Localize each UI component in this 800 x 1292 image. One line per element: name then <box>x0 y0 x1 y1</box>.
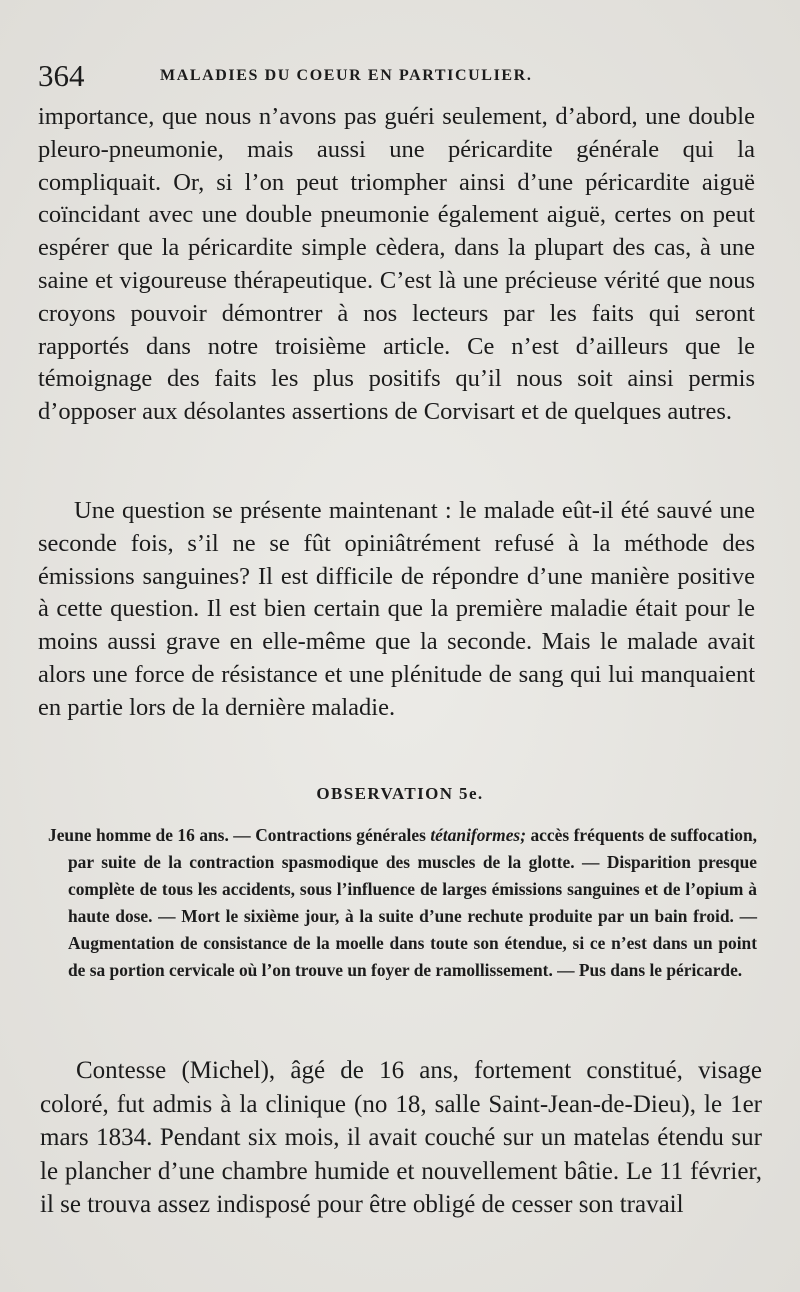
observation-title: OBSERVATION 5e. <box>316 784 484 803</box>
summary-italic-term: tétaniformes; <box>430 825 526 845</box>
running-head: MALADIES DU COEUR EN PARTICULIER. <box>160 67 533 84</box>
page-number: 364 <box>38 58 85 93</box>
paragraph-question: Une question se présente maintenant : le malade eût-il été sauvé une seconde fois, s’il ne se fût opiniâtrément refusé à la méthode des émissions sanguines? Il est difficile de répondre d’une manière positive à cette question. Il est bien certain que la première maladie était pour le moins aussi grave en elle-même que la seconde. Mais le malade avait alors une force de résistance et une plénitude de sang qui lui manquaient en partie lors de la dernière maladie. <box>38 497 755 721</box>
page-header <box>38 58 760 94</box>
paragraph-block-3 <box>40 1054 762 1222</box>
paragraph-block-2 <box>38 495 755 725</box>
summary-part-1: Jeune homme de 16 ans. — Contractions générales <box>48 825 431 845</box>
case-report-paragraph: Contesse (Michel), âgé de 16 ans, fortement constitué, visage coloré, fut admis à la clinique (no 18, salle Saint-Jean-de-Dieu), le 1er mars 1834. Pendant six mois, il avait couché sur un matelas étendu sur le plancher d’une chambre humide et nouvellement bâtie. Le 11 février, il se trouva assez indisposé pour être obligé de cesser son travail <box>40 1057 762 1219</box>
paragraph-continued: importance, que nous n’avons pas guéri seulement, d’abord, une double pleuro-pneumonie, mais aussi une péricardite générale qui la compliquait. Or, si l’on peut triompher ainsi d’une péricardite aiguë coïncidant avec une double pneumonie également aiguë, certes on peut espérer que la péricardite simple cèdera, dans la plupart des cas, à une saine et vigoureuse thérapeutique. C’est là une précieuse vérité que nous croyons pouvoir démontrer à nos lecteurs par les faits qui seront rapportés dans notre troisième article. Ce n’est d’ailleurs que le témoignage des faits les plus positifs qu’il nous soit ainsi permis d’opposer aux désolantes assertions de Corvisart et de quelques autres. <box>38 103 755 426</box>
observation-summary <box>48 822 757 984</box>
paragraph-block-1 <box>38 101 755 429</box>
summary-part-2: accès fréquents de suffocation, par suite de la contraction spasmodique des muscles de la glotte. — Disparition presque complète de tous les accidents, sous l’influence de larges émissions sanguines et de l’opium à haute dose. — Mort le sixième jour, à la suite d’une rechute produite par un bain froid. — Augmentation de consistance de la moelle dans toute son étendue, si ce n’est dans un point de sa portion cervicale où l’on trouve un foyer de ramollissement. — Pus dans le péricarde. <box>68 825 757 980</box>
